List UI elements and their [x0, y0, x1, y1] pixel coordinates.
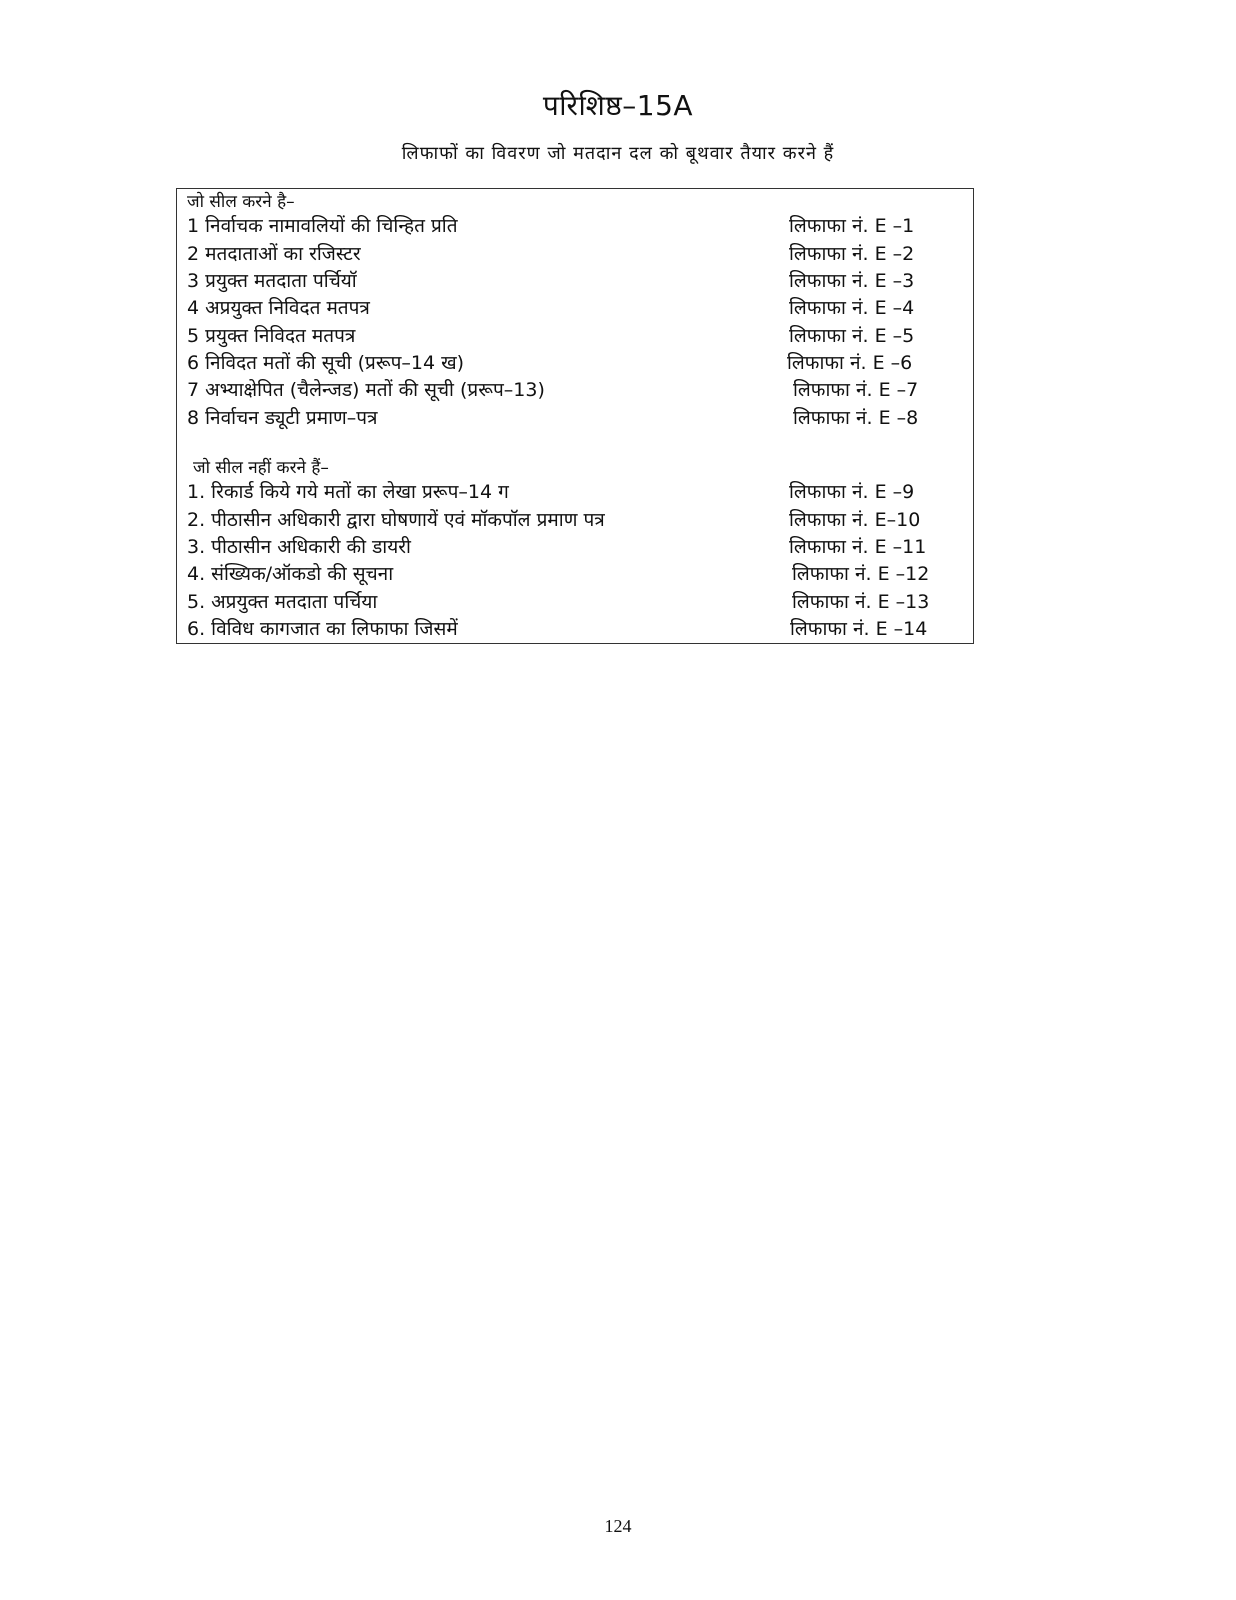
list-item-label: 8 निर्वाचन ड्यूटी प्रमाण–पत्र [187, 407, 378, 429]
envelope-number: लिफाफा नं. E –2 [789, 243, 915, 265]
sealed-heading [187, 189, 963, 216]
list-item [187, 323, 963, 350]
unsealed-heading-label: जो सील नहीं करने हैं– [193, 458, 329, 478]
list-item [187, 507, 963, 534]
list-item [187, 241, 963, 268]
envelope-number: लिफाफा नं. E –14 [790, 618, 928, 640]
envelope-number: लिफाफा नं. E –5 [789, 325, 915, 347]
list-item-label: 6 निविदत मतों की सूची (प्ररूप–14 ख) [187, 352, 465, 374]
page-subtitle: लिफाफों का विवरण जो मतदान दल को बूथवार तैयार करने हैं [401, 143, 835, 164]
envelope-number: लिफाफा नं. E–10 [789, 509, 921, 531]
envelope-number: लिफाफा नं. E –8 [793, 407, 919, 429]
sealed-heading-label: जो सील करने है– [187, 192, 295, 212]
list-item [187, 561, 963, 588]
list-item-label: 1 निर्वाचक नामावलियों की चिन्हित प्रति [187, 215, 458, 237]
envelope-number: लिफाफा नं. E –4 [789, 297, 915, 319]
list-item [187, 479, 963, 506]
list-item [187, 377, 963, 404]
list-item-label: 6. विविध कागजात का लिफाफा जिसमें [187, 618, 458, 640]
page-number: 124 [604, 1516, 632, 1536]
list-item-label: 5 प्रयुक्त निविदत मतपत्र [187, 325, 356, 347]
envelope-number: लिफाफा नं. E –9 [789, 481, 915, 503]
envelope-number: लिफाफा नं. E –3 [789, 270, 915, 292]
envelope-number: लिफाफा नं. E –11 [789, 536, 927, 558]
list-item-label: 3 प्रयुक्त मतदाता पर्चियॉ [187, 270, 357, 292]
list-item-label: 2. पीठासीन अधिकारी द्वारा घोषणायें एवं मॉकपॉल प्रमाण पत्र [187, 509, 605, 531]
envelope-number: लिफाफा नं. E –1 [789, 215, 915, 237]
list-item [187, 268, 963, 295]
list-item [187, 589, 963, 616]
list-item-label: 2 मतदाताओं का रजिस्टर [187, 243, 361, 265]
unsealed-heading [187, 455, 963, 482]
list-item-label: 4. संख्यिक/ऑकडो की सूचना [187, 563, 394, 585]
list-item-label: 3. पीठासीन अधिकारी की डायरी [187, 536, 411, 558]
list-item [187, 213, 963, 240]
list-item-label: 7 अभ्याक्षेपित (चैलेन्जड) मतों की सूची (प्ररूप–13) [187, 379, 545, 401]
list-item [187, 534, 963, 561]
list-item-label: 5. अप्रयुक्त मतदाता पर्चिया [187, 591, 378, 613]
envelope-number: लिफाफा नं. E –12 [792, 563, 930, 585]
list-item [187, 350, 963, 377]
envelope-number: लिफाफा नं. E –6 [787, 352, 913, 374]
list-item [187, 616, 963, 643]
list-item-label: 4 अप्रयुक्त निविदत मतपत्र [187, 297, 370, 319]
list-item [187, 405, 963, 432]
list-item [187, 295, 963, 322]
envelope-number: लिफाफा नं. E –13 [792, 591, 930, 613]
envelope-number: लिफाफा नं. E –7 [793, 379, 919, 401]
envelope-list-box [176, 188, 974, 644]
list-item-label: 1. रिकार्ड किये गये मतों का लेखा प्ररूप–14 ग [187, 481, 509, 503]
page-title: परिशिष्ठ–15A [542, 89, 694, 122]
